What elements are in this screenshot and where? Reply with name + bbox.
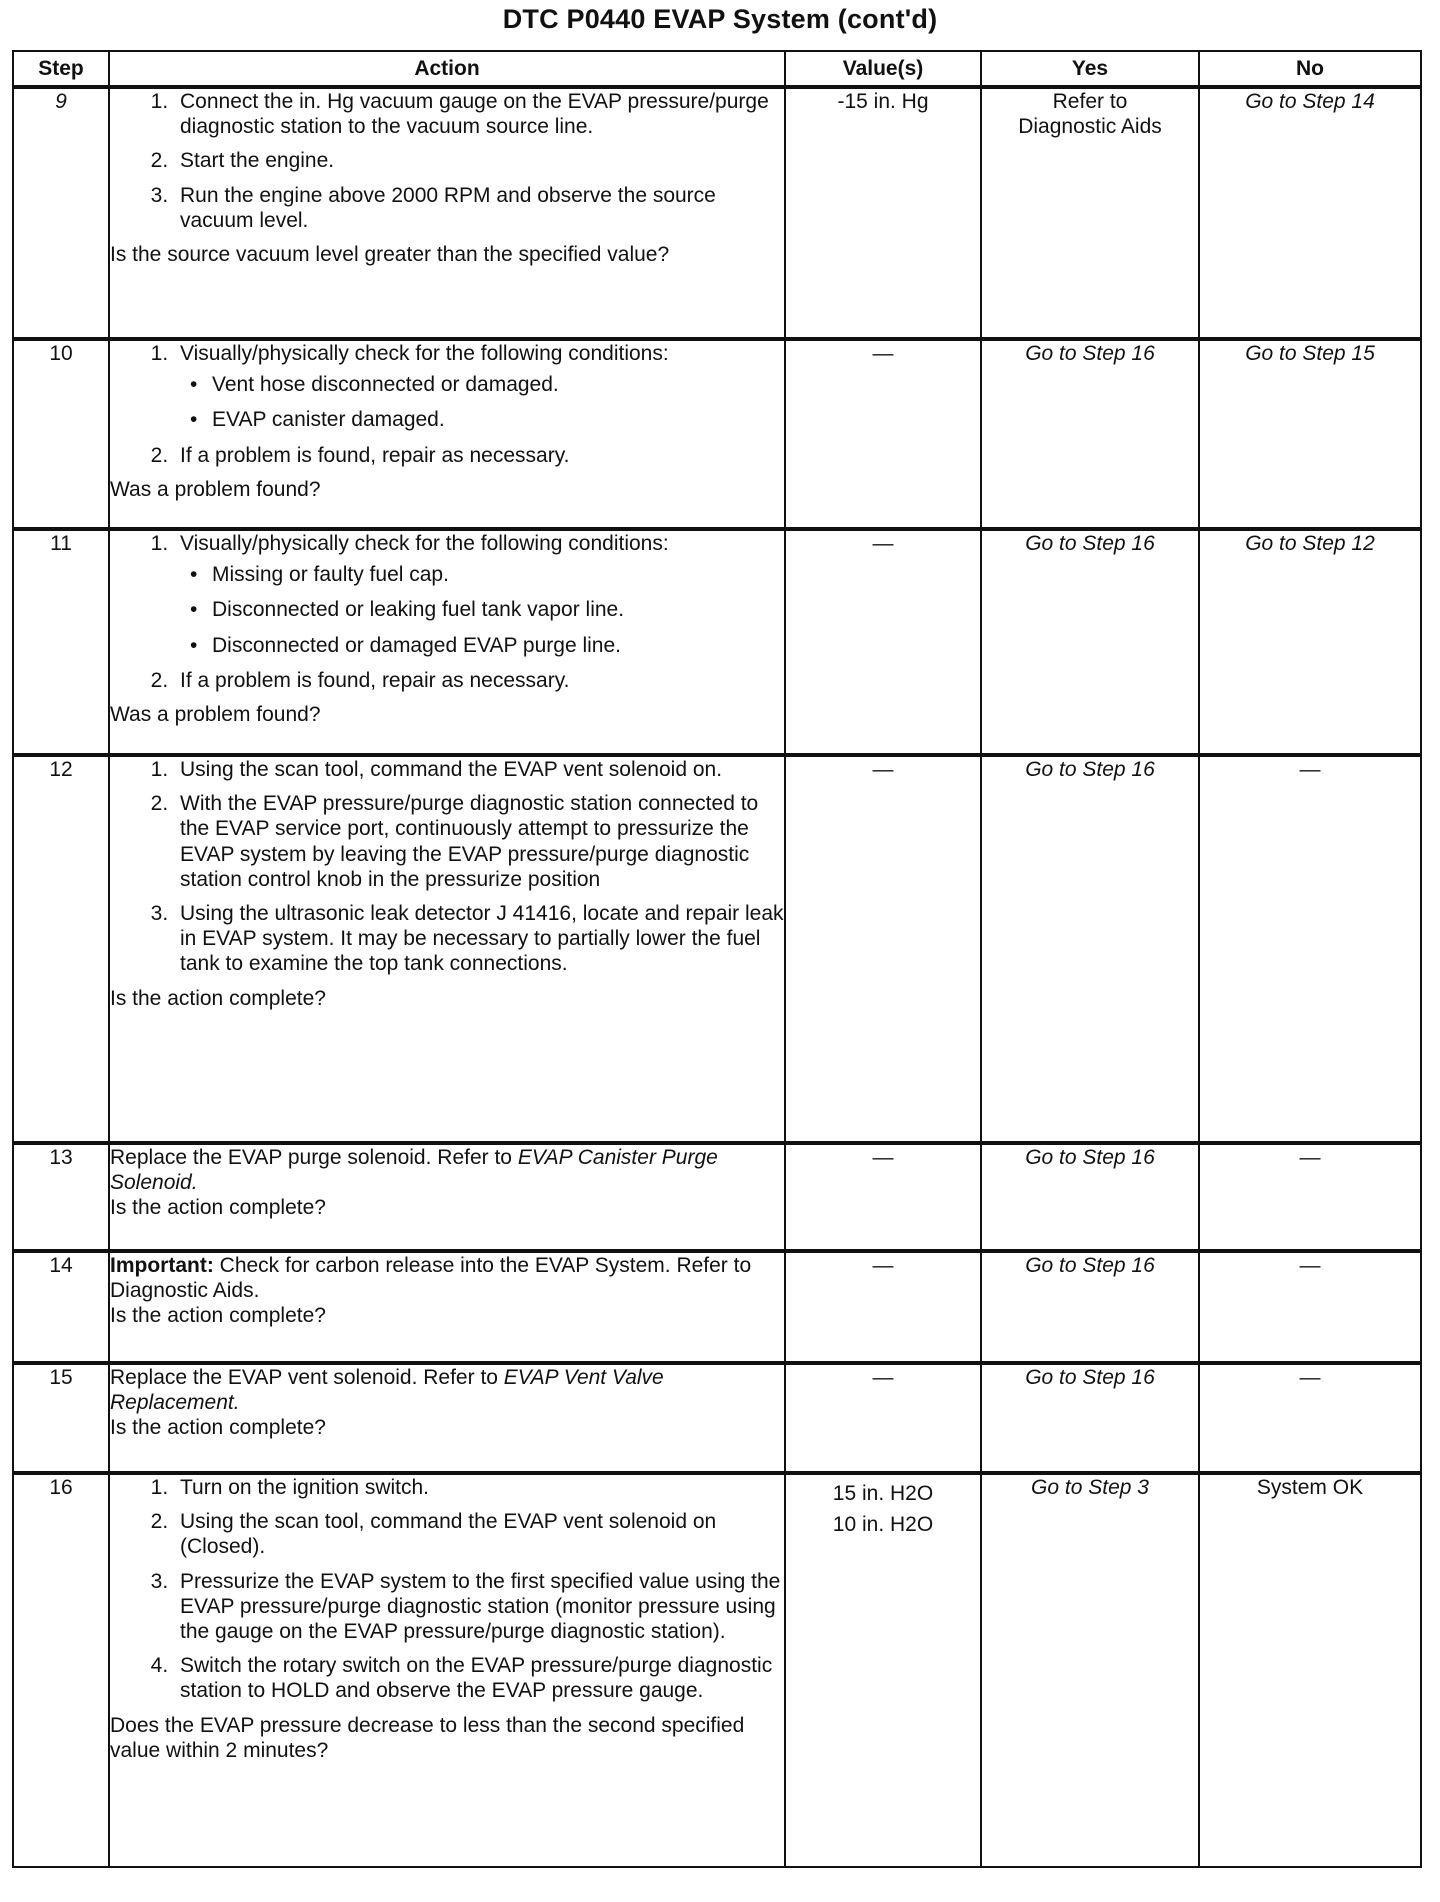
action-question: Is the action complete? [110, 1304, 326, 1328]
action-step: 2. Start the engine. [174, 148, 784, 173]
value-cell [785, 1473, 981, 1867]
action-step: 2. With the EVAP pressure/purge diagnostic station connected to the EVAP service port, continuously attempt to pressurize the EVAP system by leaving the EVAP pressure/purge diagnostic station control knob in the pressurize position [174, 791, 784, 892]
no-result: — [1199, 1251, 1421, 1363]
condition-item: • Missing or faulty fuel cap. [206, 562, 784, 587]
value-cell: — [785, 1363, 981, 1473]
header-yes: Yes [981, 51, 1199, 87]
value-cell: — [785, 1251, 981, 1363]
action-step: 4. Switch the rotary switch on the EVAP pressure/purge diagnostic station to HOLD and observe the EVAP pressure gauge. [174, 1653, 784, 1703]
yes-result: Refer to Diagnostic Aids [981, 87, 1199, 339]
action-question: Is the action complete? [110, 1416, 326, 1440]
action-cell [109, 1251, 785, 1363]
yes-result: Go to Step 3 [981, 1473, 1199, 1867]
action-step: 1. Visually/physically check for the following conditions: • Vent hose disconnected or damaged. • EVAP canister damaged. [174, 341, 784, 433]
yes-result: Go to Step 16 [981, 339, 1199, 529]
action-cell [109, 1363, 785, 1473]
no-result: — [1199, 1363, 1421, 1473]
table-row [13, 1251, 1421, 1363]
action-question: Was a problem found? [110, 702, 321, 726]
action-step: 1. Turn on the ignition switch. [174, 1475, 784, 1500]
action-question: Does the EVAP pressure decrease to less than the second specified value within 2 minutes? [110, 1713, 745, 1762]
value-second: 10 in. H2O [832, 1513, 934, 1537]
table-row [13, 339, 1421, 529]
action-steps [110, 341, 784, 477]
action-steps [110, 531, 784, 702]
yes-result: Go to Step 16 [981, 1363, 1199, 1473]
no-result: Go to Step 12 [1199, 529, 1421, 755]
condition-list [180, 562, 784, 658]
header-no: No [1199, 51, 1421, 87]
step-number: 13 [13, 1143, 109, 1251]
no-result: Go to Step 14 [1199, 87, 1421, 339]
yes-result: Go to Step 16 [981, 1143, 1199, 1251]
action-steps [110, 89, 784, 242]
no-result: System OK [1199, 1473, 1421, 1867]
table-row [13, 1473, 1421, 1867]
action-step: 3. Pressurize the EVAP system to the first specified value using the EVAP pressure/purge diagnostic station (monitor pressure using the gauge on the EVAP pressure/purge diagnostic station). [174, 1569, 784, 1645]
action-text: Replace the EVAP vent solenoid. Refer to EVAP Vent Valve Replacement. [110, 1366, 664, 1415]
action-cell [109, 755, 785, 1143]
condition-item: • Disconnected or leaking fuel tank vapor line. [206, 597, 784, 622]
table-row [13, 87, 1421, 339]
value-cell: — [785, 529, 981, 755]
action-question: Is the source vacuum level greater than the specified value? [110, 242, 670, 266]
value-cell: — [785, 1143, 981, 1251]
page-title: DTC P0440 EVAP System (cont'd) [502, 4, 938, 34]
condition-item: • Disconnected or damaged EVAP purge line. [206, 633, 784, 658]
action-step: 1. Connect the in. Hg vacuum gauge on the EVAP pressure/purge diagnostic station to the vacuum source line. [174, 89, 784, 139]
condition-item: • EVAP canister damaged. [206, 407, 784, 432]
important-label: Important: [110, 1254, 214, 1277]
header-step: Step [13, 51, 109, 87]
action-cell [109, 1143, 785, 1251]
action-question: Is the action complete? [110, 1196, 326, 1220]
table-header-row [13, 51, 1421, 87]
yes-result: Go to Step 16 [981, 755, 1199, 1143]
yes-result: Go to Step 16 [981, 1251, 1199, 1363]
value-cell: -15 in. Hg [785, 87, 981, 339]
header-action: Action [109, 51, 785, 87]
step-number: 9 [13, 87, 109, 339]
table-row [13, 1143, 1421, 1251]
step-number: 12 [13, 755, 109, 1143]
action-steps [110, 1475, 784, 1713]
action-step: 1. Using the scan tool, command the EVAP vent solenoid on. [174, 757, 784, 782]
action-cell [109, 529, 785, 755]
dtc-table [12, 50, 1422, 1868]
condition-item: • Vent hose disconnected or damaged. [206, 372, 784, 397]
no-result: — [1199, 1143, 1421, 1251]
no-result: Go to Step 15 [1199, 339, 1421, 529]
action-question: Is the action complete? [110, 986, 326, 1010]
reference-link: EVAP Canister Purge Solenoid. [110, 1146, 718, 1195]
condition-list [180, 372, 784, 432]
step-number: 11 [13, 529, 109, 755]
action-text: Replace the EVAP purge solenoid. Refer to EVAP Canister Purge Solenoid. [110, 1146, 718, 1195]
header-values: Value(s) [785, 51, 981, 87]
action-step: 2. If a problem is found, repair as necessary. [174, 443, 784, 468]
action-text: Important: Check for carbon release into the EVAP System. Refer to Diagnostic Aids. [110, 1254, 752, 1303]
step-number: 14 [13, 1251, 109, 1363]
action-cell [109, 87, 785, 339]
action-step: 2. Using the scan tool, command the EVAP vent solenoid on (Closed). [174, 1509, 784, 1559]
action-step: 3. Using the ultrasonic leak detector J 41416, locate and repair leak in EVAP system. It may be necessary to partially lower the fuel tank to examine the top tank connections. [174, 901, 784, 977]
reference-link: EVAP Vent Valve Replacement. [110, 1366, 664, 1415]
action-cell [109, 1473, 785, 1867]
table-row [13, 1363, 1421, 1473]
action-question: Was a problem found? [110, 477, 321, 501]
action-step: 1. Visually/physically check for the following conditions: • Missing or faulty fuel cap. • Disconnected or leaking fuel tank vapor line. • Disconnected or damaged EVAP purge line. [174, 531, 784, 658]
yes-result: Go to Step 16 [981, 529, 1199, 755]
no-result: — [1199, 755, 1421, 1143]
step-number: 15 [13, 1363, 109, 1473]
action-cell [109, 339, 785, 529]
value-cell: — [785, 339, 981, 529]
value-cell: — [785, 755, 981, 1143]
table-row [13, 529, 1421, 755]
action-step: 3. Run the engine above 2000 RPM and observe the source vacuum level. [174, 183, 784, 233]
table-row [13, 755, 1421, 1143]
action-step: 2. If a problem is found, repair as necessary. [174, 668, 784, 693]
action-steps [110, 757, 784, 986]
step-number: 16 [13, 1473, 109, 1867]
value-first: 15 in. H2O [832, 1482, 934, 1505]
step-number: 10 [13, 339, 109, 529]
